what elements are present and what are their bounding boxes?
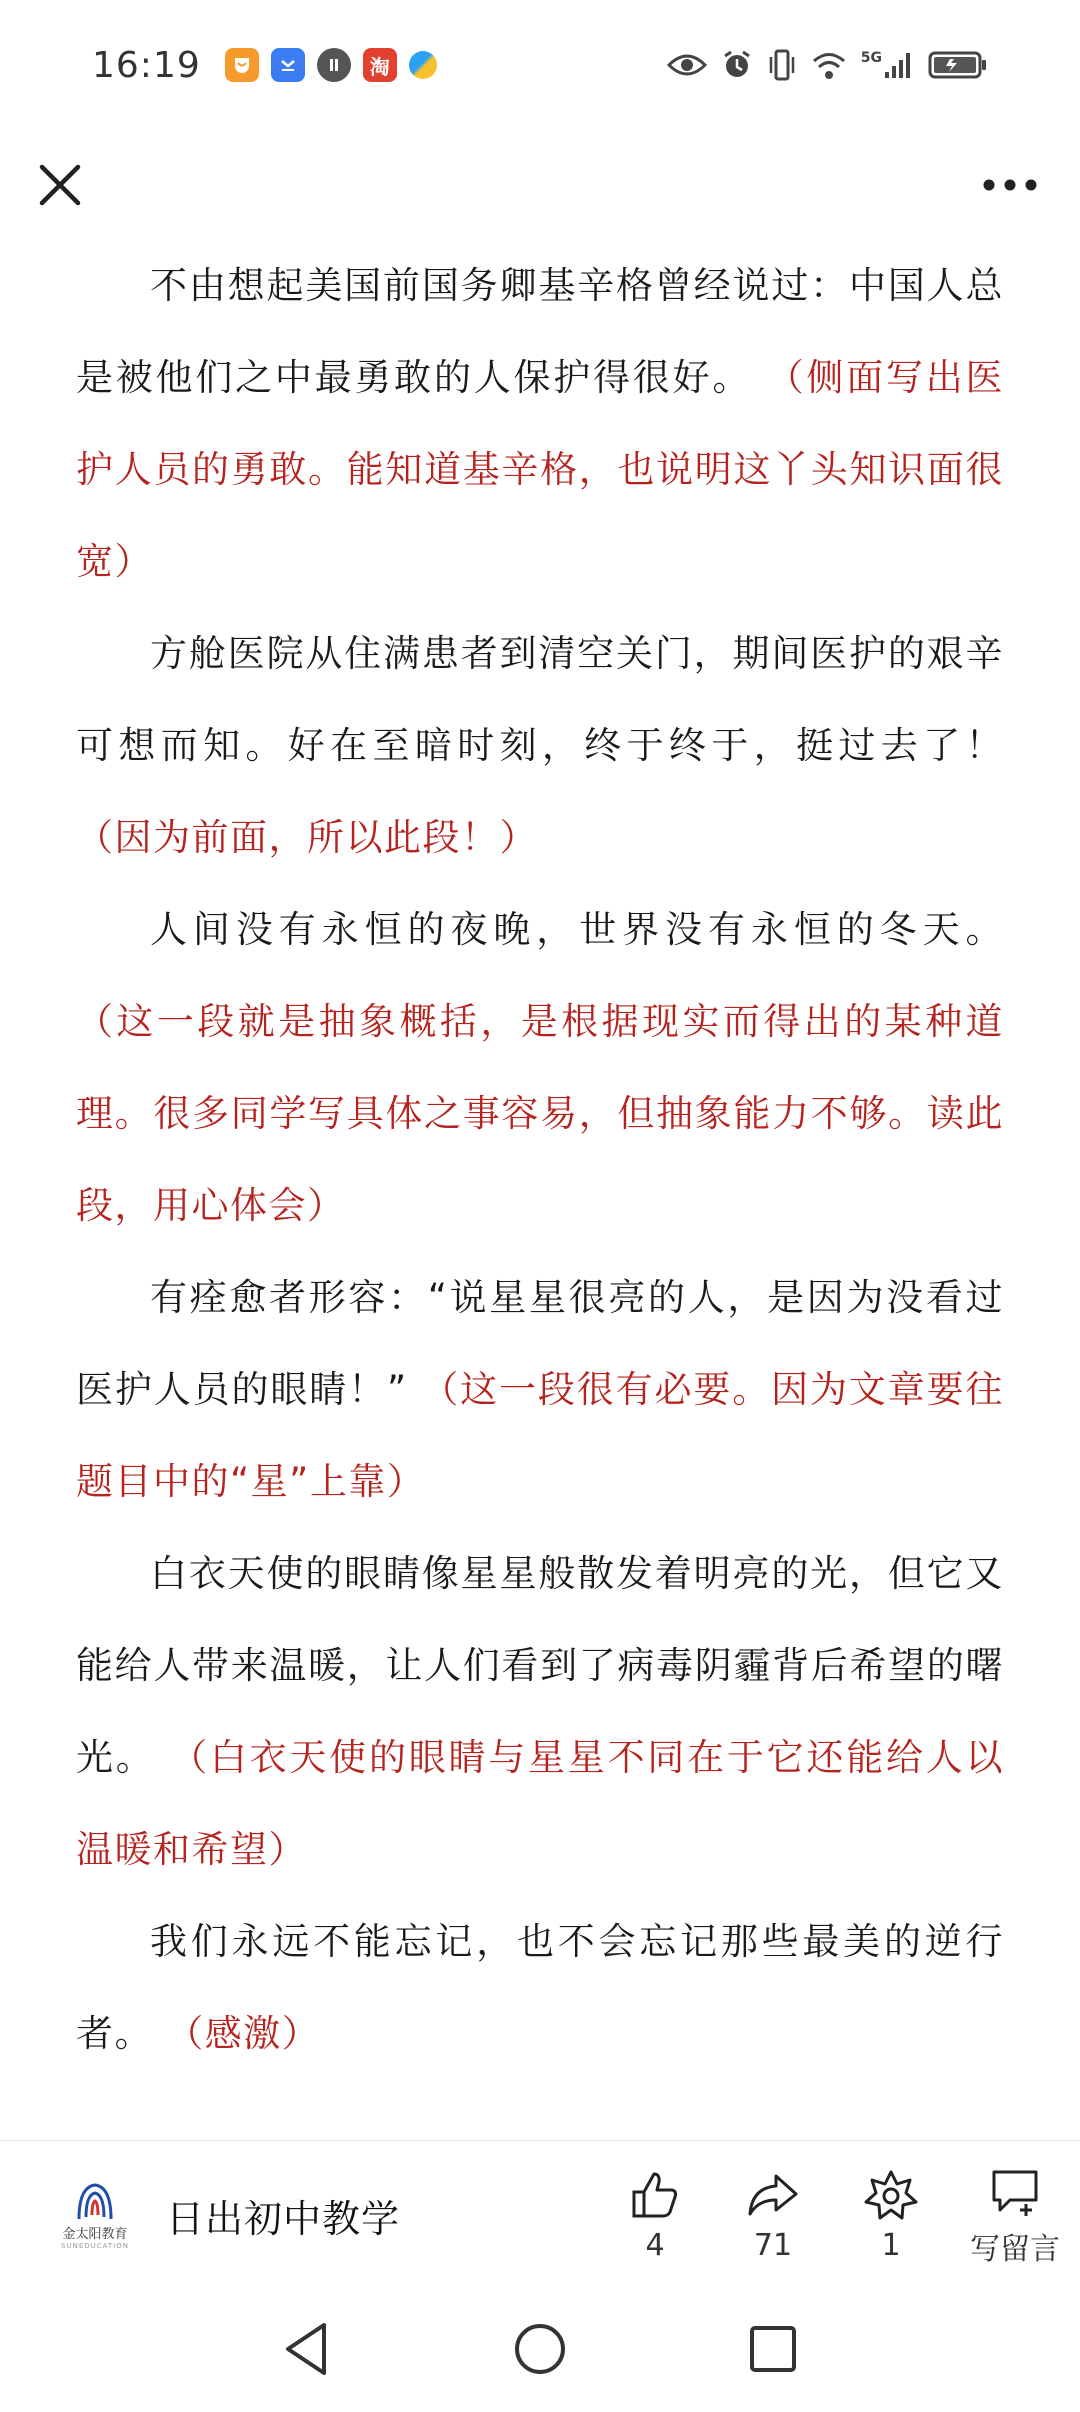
multicolor-app-icon <box>409 51 437 79</box>
brand-logo <box>50 2171 140 2261</box>
brand-logo-icon <box>73 2181 117 2221</box>
bottom-action-bar <box>0 2140 1080 2290</box>
write-comment-button[interactable] <box>950 2164 1080 2268</box>
pause-app-icon <box>317 48 351 82</box>
favorite-button[interactable] <box>832 2168 950 2263</box>
comment-label: 写留言 <box>970 2231 1060 2267</box>
annotation-note: （因为前面，所以此段！） <box>76 816 538 859</box>
blue-app-icon <box>271 48 305 82</box>
annotation-note: （侧面写出医护人员的勇敢。能知道基辛格，也说明这丫头知识面很宽） <box>76 356 1005 583</box>
paragraph-text: 人间没有永恒的夜晚，世界没有永恒的冬天。 <box>150 908 1004 951</box>
account-name: 日出初中教学 <box>166 2197 401 2241</box>
share-arrow-icon <box>746 2168 800 2222</box>
status-bar <box>0 0 1080 130</box>
article-paragraph <box>76 1528 1004 1896</box>
annotation-note: （这一段就是抽象概括，是根据现实而得出的某种道理。很多同学写具体之事容易，但抽象能力不够。读此段，用心体会） <box>76 1000 1004 1227</box>
article-body <box>0 240 1080 2140</box>
share-count: 71 <box>753 2228 793 2263</box>
share-button[interactable] <box>714 2168 832 2263</box>
signal-icon <box>861 50 914 80</box>
account-brand[interactable] <box>50 2171 596 2261</box>
network-label: 5G <box>860 50 882 66</box>
article-paragraph <box>76 1252 1004 1528</box>
wifi-icon <box>811 50 847 80</box>
recents-square-icon <box>748 2324 798 2374</box>
favorite-count: 1 <box>881 2228 901 2263</box>
eye-icon <box>667 51 707 79</box>
paragraph-text: 我们永远不能忘记，也不会忘记那些最美的逆行者。 <box>76 1920 1004 2055</box>
home-nav-button[interactable] <box>512 2321 568 2381</box>
like-button[interactable] <box>596 2168 714 2263</box>
comment-add-icon <box>988 2164 1042 2218</box>
annotation-note: （这一段很有必要。因为文章要往题目中的“星”上靠） <box>76 1368 1005 1503</box>
home-circle-icon <box>512 2321 568 2377</box>
system-nav-bar <box>0 2290 1080 2412</box>
status-left <box>92 45 437 86</box>
brand-logo-subtext: SUNEDUCATION <box>61 2242 129 2250</box>
paragraph-text: 不由想起美国前国务卿基辛格曾经说过：中国人总是被他们之中最勇敢的人保护得很好。 <box>76 264 1004 399</box>
paragraph-text: 方舱医院从住满患者到清空关门，期间医护的艰辛可想而知。好在至暗时刻，终于终于，挺过去了！ <box>76 632 1004 767</box>
article-paragraph <box>76 1896 1004 2080</box>
vibrate-icon <box>767 48 797 82</box>
back-nav-button[interactable] <box>282 2321 332 2381</box>
article-paragraph <box>76 240 1004 608</box>
alarm-icon <box>721 49 753 81</box>
taobao-icon: 淘 <box>363 48 397 82</box>
annotation-note: （感激） <box>166 2012 321 2055</box>
paragraph-text: 有痊愈者形容：“说星星很亮的人，是因为没看过医护人员的眼睛！” <box>76 1276 1004 1411</box>
more-options-button[interactable] <box>970 155 1050 215</box>
battery-icon <box>928 50 988 80</box>
close-button[interactable] <box>30 155 90 215</box>
status-right <box>667 48 988 82</box>
article-paragraph <box>76 608 1004 884</box>
annotation-note: （白衣天使的眼睛与星星不同在于它还能给人以温暖和希望） <box>76 1736 1005 1871</box>
status-time: 16:19 <box>92 44 201 86</box>
thumbs-up-icon <box>628 2168 682 2222</box>
more-dots-icon <box>982 178 1038 192</box>
like-count: 4 <box>645 2228 665 2263</box>
flower-star-icon <box>864 2168 918 2222</box>
recents-nav-button[interactable] <box>748 2324 798 2378</box>
orange-app-icon <box>225 48 259 82</box>
action-group <box>596 2164 1080 2268</box>
brand-logo-text: 金太阳教育 <box>62 2227 128 2242</box>
paragraph-text: 白衣天使的眼睛像星星般散发着明亮的光，但它又能给人带来温暖，让人们看到了病毒阴霾背后希望的曙光。 <box>76 1552 1004 1779</box>
top-nav <box>0 130 1080 240</box>
close-icon <box>38 163 82 207</box>
article-paragraph <box>76 884 1004 1252</box>
back-triangle-icon <box>282 2321 332 2377</box>
